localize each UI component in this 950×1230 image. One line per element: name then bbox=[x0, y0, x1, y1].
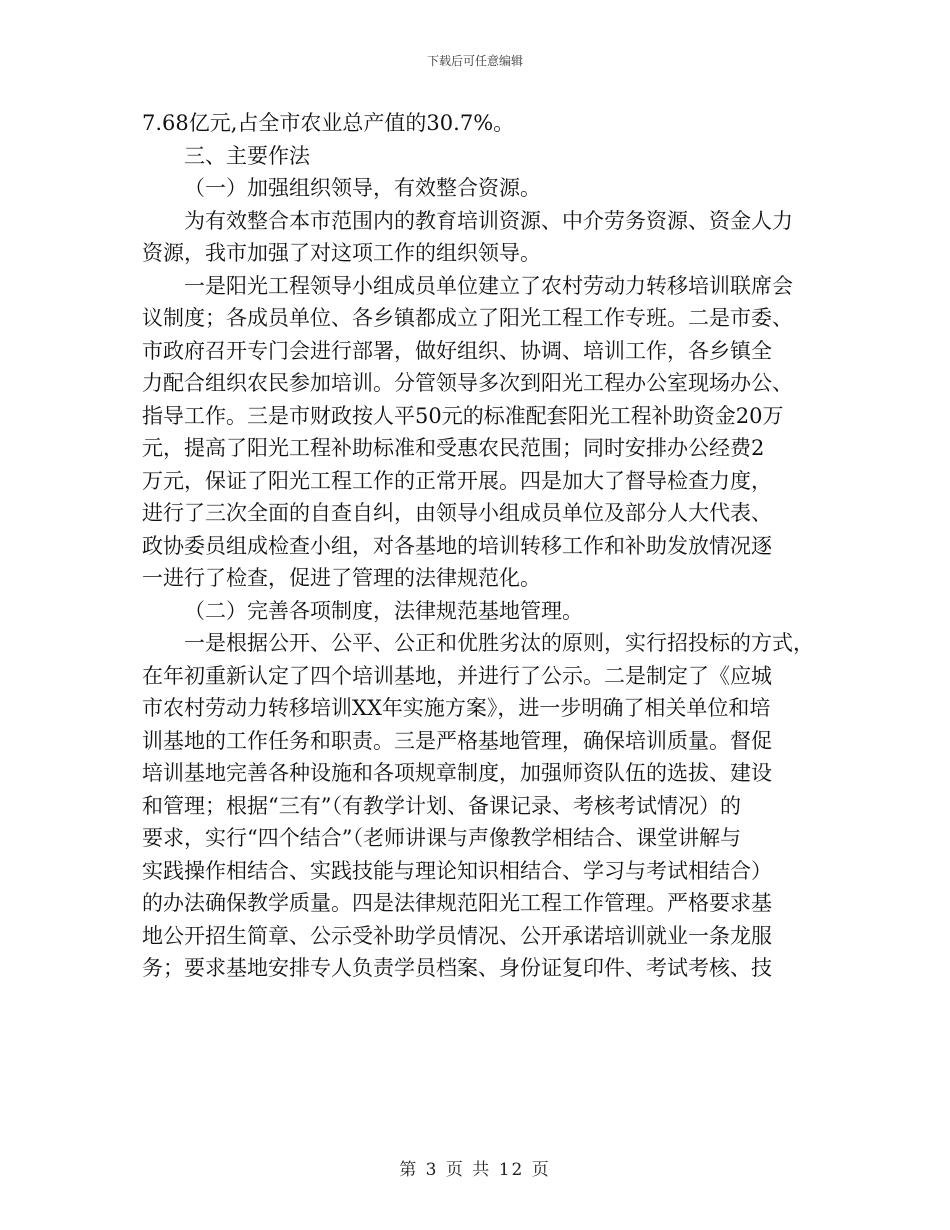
text-line: 地公开招生简章、公示受补助学员情况、公开承诺培训就业一条龙服 bbox=[142, 923, 772, 948]
text-line: 力配合组织农民参加培训。分管领导多次到阳光工程办公室现场办公、 bbox=[142, 371, 793, 395]
text-line: 指导工作。三是市财政按人平50元的标准配套阳光工程补助资金20万 bbox=[142, 403, 784, 428]
text-line: 7.68亿元,占全市农业总产值的30.7%。 bbox=[142, 111, 515, 135]
text-line: 务；要求基地安排专人负责学员档案、身份证复印件、考试考核、技 bbox=[142, 956, 772, 980]
text-line: 资源，我市加强了对这项工作的组织领导。 bbox=[142, 241, 541, 265]
page-header: 下载后可任意编辑 bbox=[426, 54, 523, 68]
text-line: 一是根据公开、公平、公正和优胜劣汰的原则，实行招投标的方式， bbox=[184, 631, 814, 655]
text-line: 一是阳光工程领导小组成员单位建立了农村劳动力转移培训联席会 bbox=[184, 273, 793, 298]
text-line: 议制度；各成员单位、各乡镇都成立了阳光工程工作专班。二是市委、 bbox=[142, 306, 793, 330]
text-line: 市农村劳动力转移培训XX年实施方案》，进一步明确了相关单位和培 bbox=[142, 696, 771, 720]
text-line: 三、主要作法 bbox=[184, 143, 310, 168]
text-line: 进行了三次全面的自查自纠，由领导小组成员单位及部分人大代表、 bbox=[142, 501, 772, 525]
text-line: 市政府召开专门会进行部署，做好组织、协调、培训工作，各乡镇全 bbox=[142, 338, 772, 363]
text-line: 培训基地完善各种设施和各项规章制度，加强师资队伍的选拔、建设 bbox=[142, 761, 772, 785]
text-line: 在年初重新认定了四个培训基地，并进行了公示。二是制定了《应城 bbox=[142, 663, 772, 688]
text-line: （一）加强组织领导，有效整合资源。 bbox=[184, 176, 541, 200]
text-line: 的办法确保教学质量。四是法律规范阳光工程工作管理。严格要求基 bbox=[142, 891, 772, 915]
document-body bbox=[142, 107, 814, 985]
text-line: 和管理；根据“三有”（有教学计划、备课记录、考核考试情况）的 bbox=[142, 793, 741, 818]
text-line: 要求，实行“四个结合”（老师讲课与声像教学相结合、课堂讲解与 bbox=[142, 826, 741, 850]
text-line: 万元，保证了阳光工程工作的正常开展。四是加大了督导检查力度， bbox=[142, 468, 772, 493]
text-line: 为有效整合本市范围内的教育培训资源、中介劳务资源、资金人力 bbox=[184, 208, 793, 233]
text-line: 实践操作相结合、实践技能与理论知识相结合、学习与考试相结合） bbox=[142, 858, 772, 883]
text-line: 元，提高了阳光工程补助标准和受惠农民范围；同时安排办公经费2 bbox=[142, 436, 765, 460]
page-number: 第 3 页 共 12 页 bbox=[399, 1160, 551, 1180]
text-line: 一进行了检查，促进了管理的法律规范化。 bbox=[142, 566, 541, 590]
text-line: 训基地的工作任务和职责。三是严格基地管理，确保培训质量。督促 bbox=[142, 728, 772, 753]
text-line: （二）完善各项制度，法律规范基地管理。 bbox=[184, 598, 583, 623]
text-line: 政协委员组成检查小组，对各基地的培训转移工作和补助发放情况逐 bbox=[142, 533, 772, 558]
